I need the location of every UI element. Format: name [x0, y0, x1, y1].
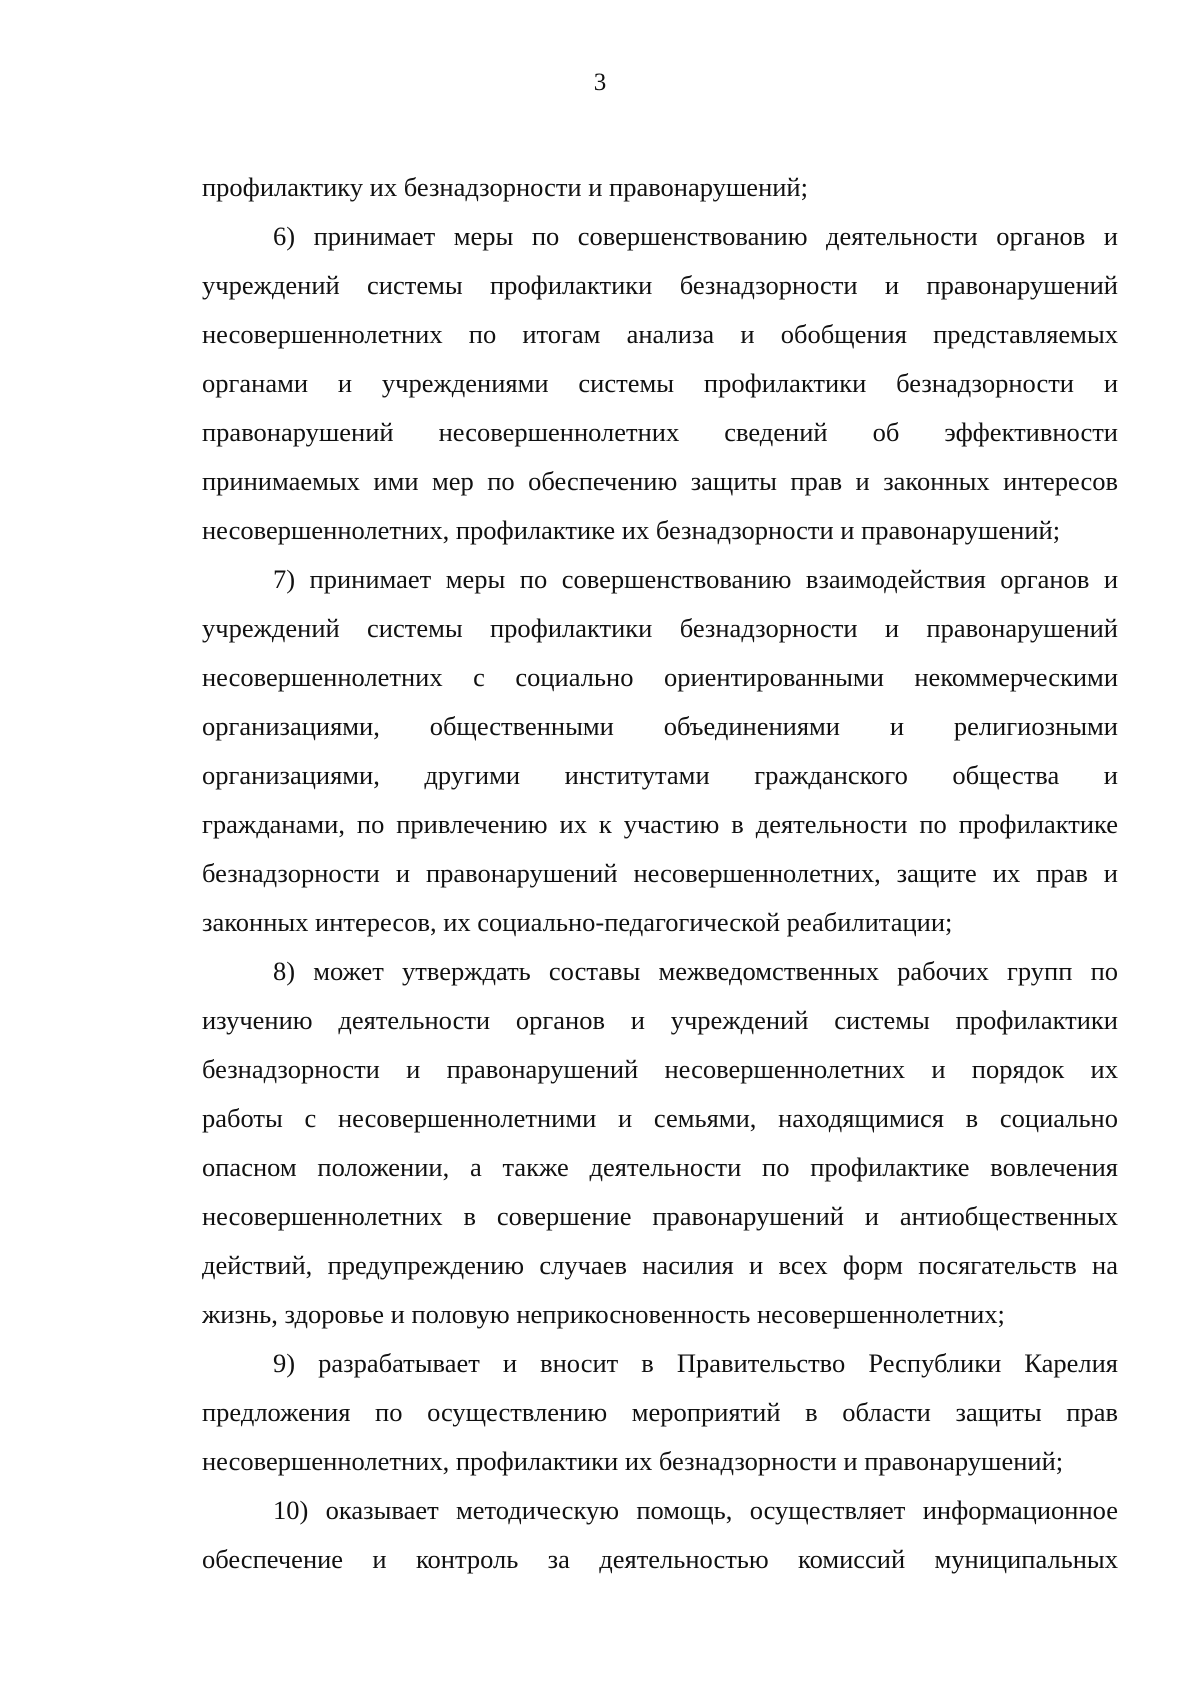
text-line: безнадзорности и правонарушений несовершеннолетних, защите их прав и [202, 858, 1118, 888]
page-number: 3 [593, 69, 607, 96]
text-line: несовершеннолетних, профилактике их безнадзорности и правонарушений; [202, 515, 1061, 545]
text-line: несовершеннолетних в совершение правонарушений и антиобщественных [202, 1201, 1118, 1231]
text-line: гражданами, по привлечению их к участию в деятельности по профилактике [202, 809, 1118, 839]
text-line: 9) разрабатывает и вносит в Правительство Республики Карелия [273, 1348, 1118, 1378]
text-line: несовершеннолетних с социально ориентированными некоммерческими [202, 662, 1118, 692]
text-line: учреждений системы профилактики безнадзорности и правонарушений [202, 613, 1118, 643]
text-line: действий, предупреждению случаев насилия и всех форм посягательств на [202, 1250, 1118, 1280]
text-line: правонарушений несовершеннолетних сведений об эффективности [202, 417, 1118, 447]
document-body [202, 163, 1118, 1584]
text-line: жизнь, здоровье и половую неприкосновенность несовершеннолетних; [202, 1299, 1005, 1329]
text-line: профилактику их безнадзорности и правонарушений; [202, 172, 808, 202]
text-line: 10) оказывает методическую помощь, осуществляет информационное [273, 1495, 1118, 1525]
text-line: 6) принимает меры по совершенствованию деятельности органов и [273, 221, 1118, 251]
text-line: опасном положении, а также деятельности по профилактике вовлечения [202, 1152, 1118, 1182]
text-line: организациями, другими институтами гражданского общества и [202, 760, 1118, 790]
text-line: 7) принимает меры по совершенствованию взаимодействия органов и [273, 564, 1118, 594]
text-line: предложения по осуществлению мероприятий в области защиты прав [202, 1397, 1118, 1427]
text-line: организациями, общественными объединениями и религиозными [202, 711, 1118, 741]
text-line: органами и учреждениями системы профилактики безнадзорности и [202, 368, 1118, 398]
text-line: законных интересов, их социально-педагогической реабилитации; [202, 907, 953, 937]
text-line: несовершеннолетних, профилактики их безнадзорности и правонарушений; [202, 1446, 1064, 1476]
text-line: принимаемых ими мер по обеспечению защиты прав и законных интересов [202, 466, 1118, 496]
text-line: обеспечение и контроль за деятельностью комиссий муниципальных [202, 1544, 1118, 1574]
text-line: несовершеннолетних по итогам анализа и обобщения представляемых [202, 319, 1118, 349]
text-line: 8) может утверждать составы межведомственных рабочих групп по [273, 956, 1118, 986]
text-line: безнадзорности и правонарушений несовершеннолетних и порядок их [202, 1054, 1118, 1084]
text-line: работы с несовершеннолетними и семьями, находящимися в социально [202, 1103, 1118, 1133]
text-line: изучению деятельности органов и учреждений системы профилактики [202, 1005, 1118, 1035]
text-line: учреждений системы профилактики безнадзорности и правонарушений [202, 270, 1118, 300]
